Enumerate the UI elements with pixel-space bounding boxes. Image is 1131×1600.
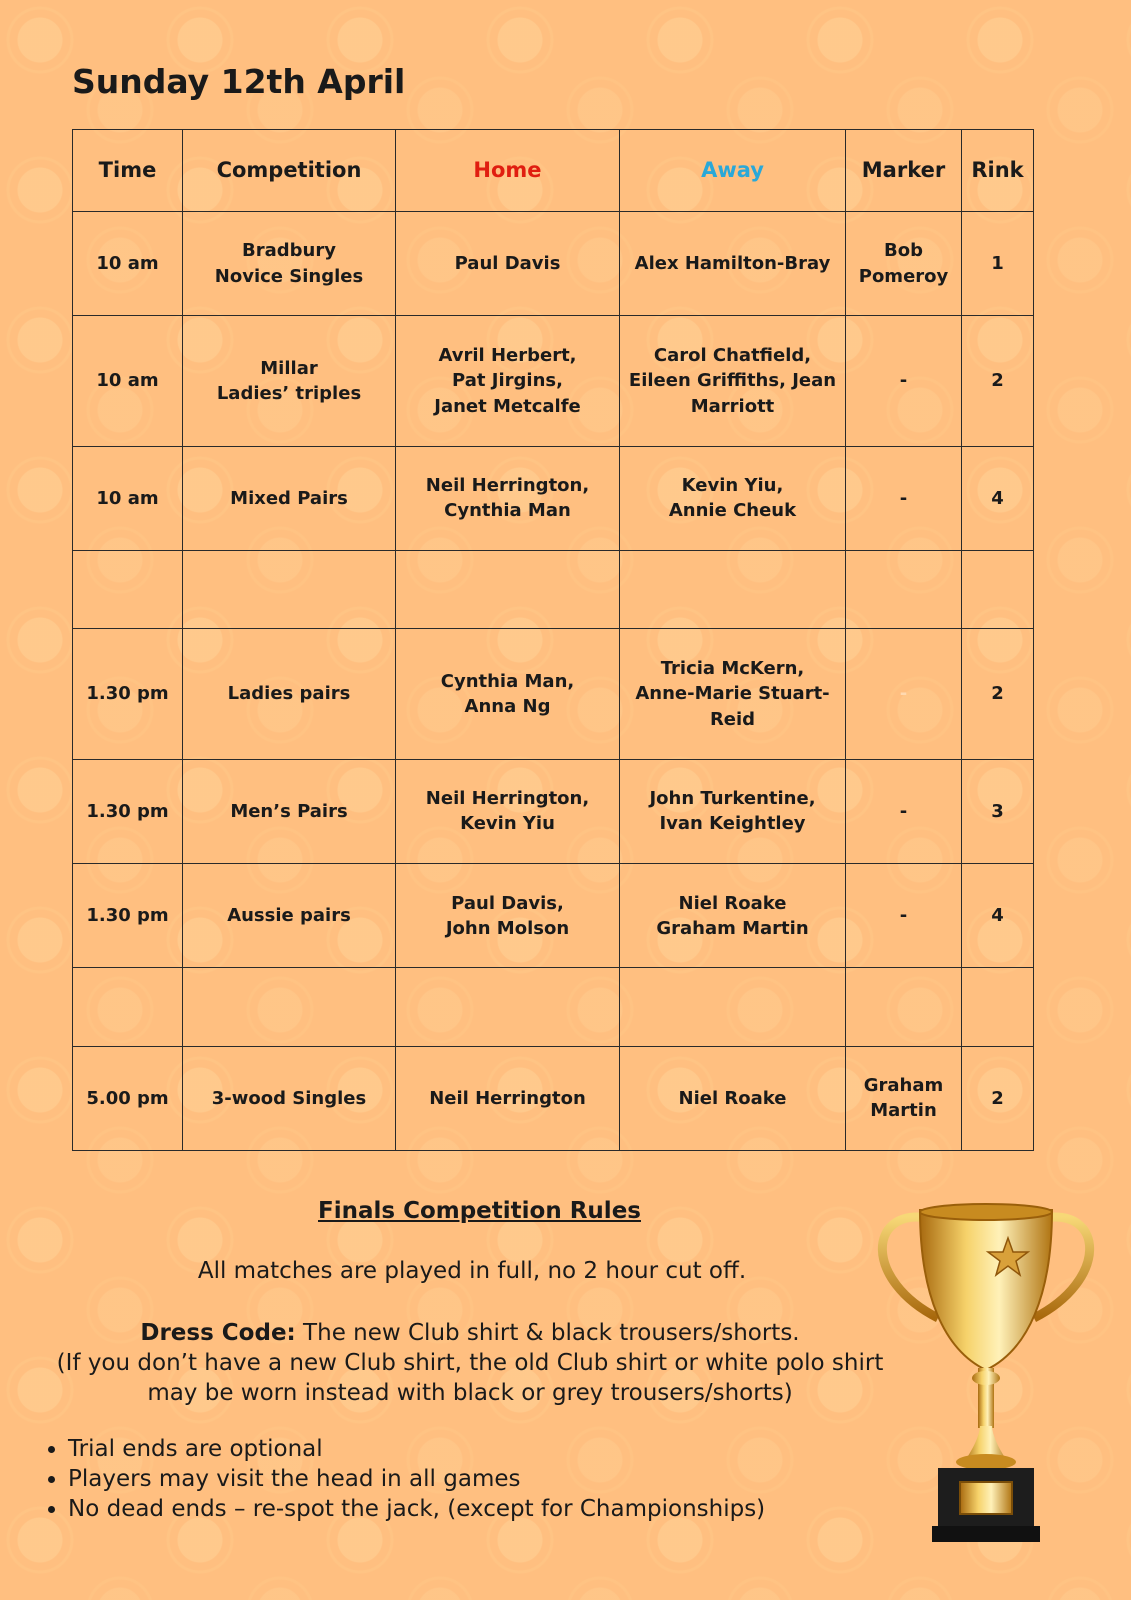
cell-competition: 3-wood Singles — [183, 1046, 396, 1150]
cell-competition: Men’s Pairs — [183, 759, 396, 863]
dress-code-line — [20, 1318, 920, 1348]
trophy-icon — [868, 1200, 1104, 1552]
schedule-table — [72, 129, 1034, 1151]
dress-code-label: Dress Code: — [140, 1320, 296, 1346]
cell-time — [73, 968, 183, 1046]
dress-code-alt-1: (If you don’t have a new Club shirt, the old Club shirt or white polo shirt — [56, 1350, 884, 1376]
cell-home: Neil Herrington — [396, 1046, 620, 1150]
cell-marker: - — [846, 446, 962, 550]
header-home: Home — [396, 130, 620, 212]
table-row — [73, 864, 1034, 968]
table-row — [73, 629, 1034, 759]
cell-home: Paul Davis — [396, 212, 620, 316]
cell-rink: 2 — [962, 316, 1034, 446]
cell-competition: Bradbury Novice Singles — [183, 212, 396, 316]
cell-marker: - — [846, 864, 962, 968]
cell-time: 10 am — [73, 316, 183, 446]
cell-time: 1.30 pm — [73, 864, 183, 968]
cell-marker — [846, 968, 962, 1046]
table-row — [73, 1046, 1034, 1150]
header-time: Time — [73, 130, 183, 212]
cell-competition — [183, 551, 396, 629]
cell-home — [396, 551, 620, 629]
cell-away: John Turkentine, Ivan Keightley — [620, 759, 846, 863]
header-competition: Competition — [183, 130, 396, 212]
list-item: • No dead ends – re-spot the jack, (except for Championships) — [68, 1494, 765, 1524]
cell-rink — [962, 968, 1034, 1046]
page-title: Sunday 12th April — [72, 62, 406, 101]
cell-rink: 2 — [962, 629, 1034, 759]
cell-marker: Graham Martin — [846, 1046, 962, 1150]
cell-marker: - — [846, 316, 962, 446]
cell-away: Tricia McKern, Anne-Marie Stuart- Reid — [620, 629, 846, 759]
list-item: • Trial ends are optional — [68, 1434, 765, 1464]
dress-code-alt-2: may be worn instead with black or grey trousers/shorts) — [147, 1380, 793, 1406]
cell-time: 10 am — [73, 212, 183, 316]
dress-code — [20, 1318, 920, 1408]
cell-rink: 4 — [962, 864, 1034, 968]
table-row — [73, 316, 1034, 446]
cell-competition: Mixed Pairs — [183, 446, 396, 550]
cell-competition: Ladies pairs — [183, 629, 396, 759]
cell-away: Alex Hamilton-Bray — [620, 212, 846, 316]
cell-time: 10 am — [73, 446, 183, 550]
table-row — [73, 446, 1034, 550]
rule-full-matches: All matches are played in full, no 2 hour cut off. — [197, 1258, 747, 1284]
list-item: • Players may visit the head in all games — [68, 1464, 765, 1494]
rules-title: Finals Competition Rules — [318, 1198, 641, 1224]
cell-home: Neil Herrington, Kevin Yiu — [396, 759, 620, 863]
cell-time: 5.00 pm — [73, 1046, 183, 1150]
cell-away: Niel Roake Graham Martin — [620, 864, 846, 968]
cell-away: Carol Chatfield, Eileen Griffiths, Jean Marriott — [620, 316, 846, 446]
cell-marker: - — [846, 759, 962, 863]
cell-away: Niel Roake — [620, 1046, 846, 1150]
cell-rink: 2 — [962, 1046, 1034, 1150]
cell-time: 1.30 pm — [73, 759, 183, 863]
table-row — [73, 759, 1034, 863]
rules-bullet-list — [42, 1434, 765, 1524]
cell-rink — [962, 551, 1034, 629]
cell-away — [620, 551, 846, 629]
cell-home: Neil Herrington, Cynthia Man — [396, 446, 620, 550]
header-rink: Rink — [962, 130, 1034, 212]
cell-rink: 1 — [962, 212, 1034, 316]
cell-marker: - — [846, 629, 962, 759]
cell-time: 1.30 pm — [73, 629, 183, 759]
cell-marker — [846, 551, 962, 629]
table-row-empty — [73, 551, 1034, 629]
cell-home: Paul Davis, John Molson — [396, 864, 620, 968]
header-away: Away — [620, 130, 846, 212]
cell-home: Avril Herbert, Pat Jirgins, Janet Metcalfe — [396, 316, 620, 446]
header-marker: Marker — [846, 130, 962, 212]
cell-competition: Aussie pairs — [183, 864, 396, 968]
cell-home — [396, 968, 620, 1046]
cell-competition: Millar Ladies’ triples — [183, 316, 396, 446]
cell-rink: 4 — [962, 446, 1034, 550]
cell-rink: 3 — [962, 759, 1034, 863]
table-header-row — [73, 130, 1034, 212]
cell-competition — [183, 968, 396, 1046]
cell-away: Kevin Yiu, Annie Cheuk — [620, 446, 846, 550]
dress-code-text: The new Club shirt & black trousers/shorts. — [295, 1320, 800, 1346]
cell-home: Cynthia Man, Anna Ng — [396, 629, 620, 759]
cell-marker: Bob Pomeroy — [846, 212, 962, 316]
table-row — [73, 212, 1034, 316]
cell-away — [620, 968, 846, 1046]
cell-time — [73, 551, 183, 629]
table-row-empty — [73, 968, 1034, 1046]
